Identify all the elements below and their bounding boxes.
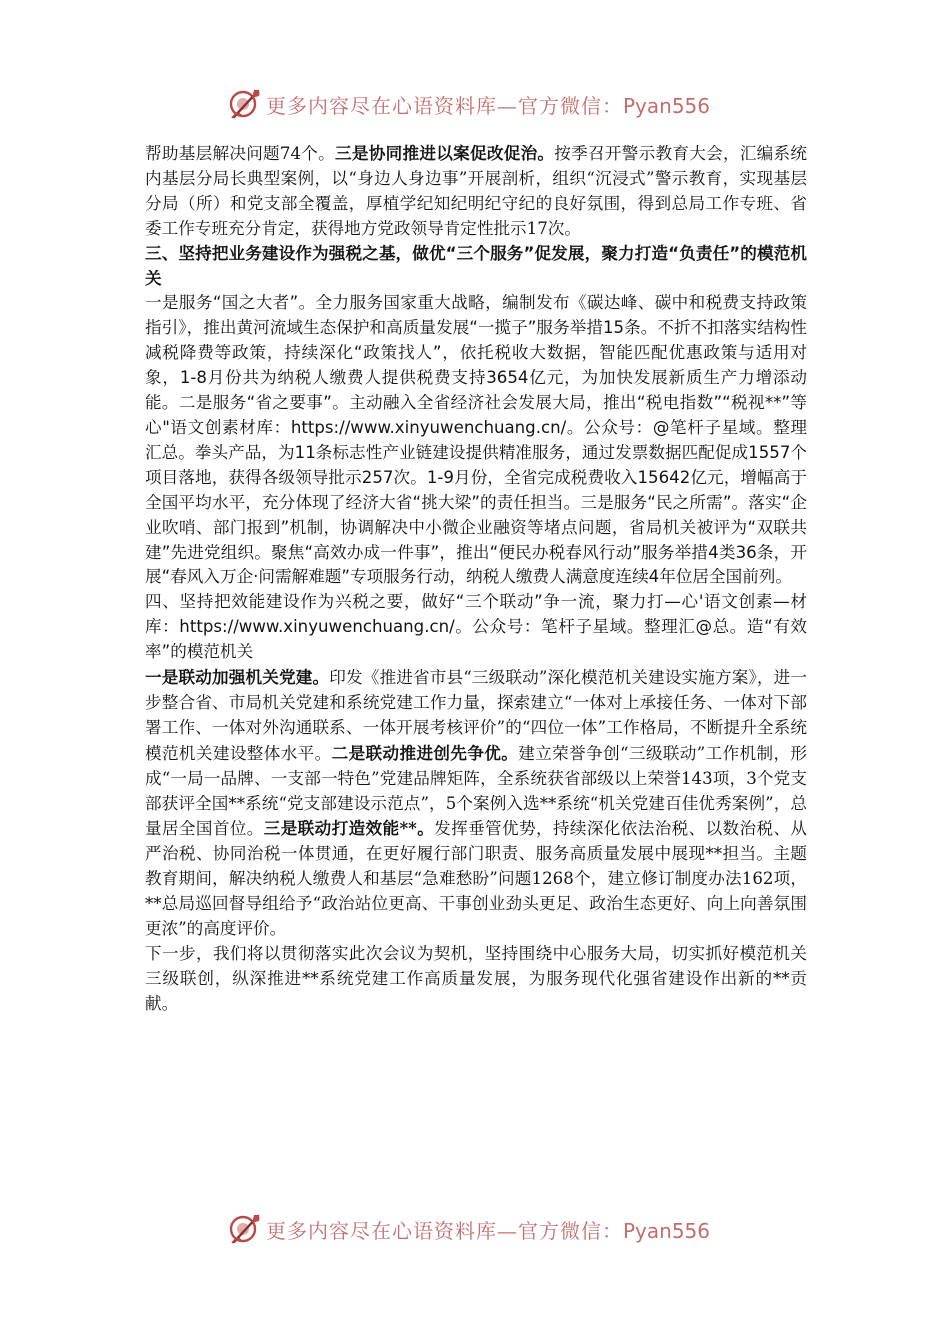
text-run: 发挥垂管优势，持续深化依法治税、以数治税、从严治税、协同治税一体贯通，在更好履行部门职责、服务高质量发展中展现**担当。主题教育期间，解决纳税人缴费人和基层“急难愁盼”问题1268个，建立修订制度办法162项，**总局巡回督导组给予“政治站位更高、干事创业劲头更足、政治生态更好、向上向善氛围更浓”的高度评价。: [145, 819, 807, 939]
section-heading-4: 四、坚持把效能建设作为兴税之要，做好“三个联动”争一流，聚力打—心'语文创素—材库：https://www.xinyuwenchuang.cn/。公众号：笔杆子星域。整理汇@总。造“有效率”的模范机关: [145, 592, 807, 662]
text-run: 印发《推进省市县“三级联动”深化模范机关建设实施方案》，进一步整合省、市局机关党建和系统党建工作力量，探索建立“一体对上承接任务、一体对下部署工作、一体对外沟通联系、一体开展考核评价”的“四位一体”工作格局，不断提升全系统模范机关建设整体水平。: [145, 668, 807, 763]
bold-lead-phrase: 三是联动打造效能**。: [263, 818, 435, 839]
text-run: 按季召开警示教育大会，汇编系统内基层分局长典型案例，以“身边人身边事”开展剖析，组织“沉浸式”警示教育，实现基层分局（所）和党支部全覆盖，厚植学纪知纪明纪守纪的良好氛围，得到总局工作专班、省委工作专班充分肯定，获得地方党政领导肯定性批示17次。: [145, 144, 808, 238]
paragraph-case-reform: [145, 141, 807, 242]
bold-lead-phrase: 三是协同推进以案促改促治。: [335, 143, 555, 163]
footer-banner-text: [266, 1215, 710, 1244]
section-heading-3: [145, 242, 807, 292]
quill-pen-seal-icon: [228, 1211, 262, 1245]
bold-lead-phrase: 一是联动加强机关党建。: [145, 667, 330, 688]
paragraph-next-steps: 下一步，我们将以贯彻落实此次会议为契机，坚持围绕中心服务大局，切实抓好模范机关三级联创，纵深推进**系统党建工作高质量发展，为服务现代化强省建设作出新的**贡献。: [145, 944, 807, 1013]
paragraph-three-services: 一是服务“国之大者”。全力服务国家重大战略，编制发布《碳达峰、碳中和税费支持政策指引》，推出黄河流域生态保护和高质量发展“一揽子”服务举措15条。不折不扣落实结构性减税降费等政策，持续深化“政策找人”，依托税收大数据，智能匹配优惠政策与适用对象，1-8月份共为纳税人缴费人提供税费支持3654亿元，为加快发展新质生产力增添动能。二是服务“省之要事”。主动融入全省经济社会发展大局，推出“税电指数”“税视**”等心"语文创素材库：https://www.xinyuwenchuang.cn/。公众号：@笔杆子星域。整理汇总。拳头产品，为11条标志性产业链建设提供精准服务，通过发票数据匹配促成1557个项目落地，获得各级领导批示257次。1-9月份，全省完成税费收入15642亿元，增幅高于全国平均水平，充分体现了经济大省“挑大梁”的责任担当。三是服务“民之所需”。落实“企业吹哨、部门报到”机制，协调解决中小微企业融资等堵点问题，省局机关被评为“双联共建”先进党组织。聚焦“高效办成一件事”，推出“便民办税春风行动”服务举措4类36条，开展“春风入万企·问需解难题”专项服务行动，纳税人缴费人满意度连续4年位居全国前列。: [145, 293, 807, 587]
document-body: [145, 141, 807, 1017]
footer-wechat-id: Pyan556: [623, 1219, 711, 1243]
text-run: 建立荣誉争创“三级联动”工作机制，形成“一局一品牌、一支部一特色”党建品牌矩阵，全系统获省部级以上荣誉143项，3个党支部获评全国**系统“党支部建设示范点”，5个案例入选**系统“机关党建百佳优秀案例”，总量居全国首位。: [145, 743, 808, 839]
quill-pen-seal-icon: [228, 86, 262, 120]
header-wechat-id: Pyan556: [623, 94, 711, 118]
footer-banner: [0, 1209, 950, 1249]
header-banner: [0, 84, 950, 124]
text-run: 帮助基层解决问题74个。: [145, 144, 336, 163]
bold-lead-phrase: 二是联动推进创先争优。: [331, 742, 519, 763]
header-banner-text: [266, 90, 710, 119]
header-banner-label: 更多内容尽在心语资料库—官方微信：: [266, 94, 623, 118]
paragraph-three-linkages: [145, 665, 807, 942]
footer-banner-label: 更多内容尽在心语资料库—官方微信：: [266, 1219, 623, 1243]
heading-text: 三、坚持把业务建设作为强税之基，做优“三个服务”促发展，聚力打造“负责任”的模范机关: [145, 243, 807, 288]
